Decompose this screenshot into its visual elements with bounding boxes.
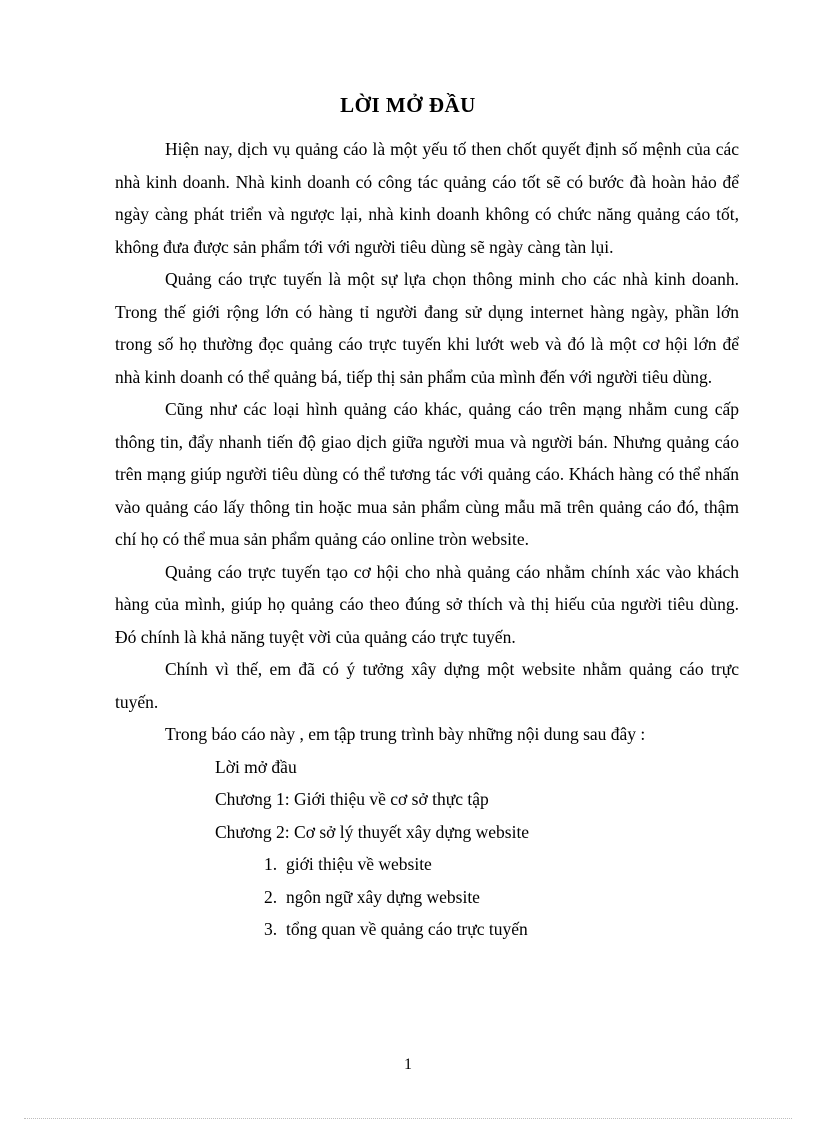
toc-subitem	[115, 848, 739, 881]
toc-subitem	[115, 913, 739, 946]
footer-divider	[24, 1118, 792, 1119]
paragraph-1: Hiện nay, dịch vụ quảng cáo là một yếu tố then chốt quyết định số mệnh của các nhà kinh doanh. Nhà kinh doanh có công tác quảng cáo tốt sẽ có bước đà hoàn hảo để ngày càng phát triển và ngược lại, nhà kinh doanh không có chức năng quảng cáo tốt, không đưa được sản phẩm tới với người tiêu dùng sẽ ngày càng tàn lụi.	[115, 139, 739, 257]
paragraph-5: Chính vì thế, em đã có ý tưởng xây dựng một website nhằm quảng cáo trực tuyến.	[115, 659, 739, 712]
intro-line: Trong báo cáo này , em tập trung trình bày những nội dung sau đây :	[165, 724, 646, 744]
paragraph-2: Quảng cáo trực tuyến là một sự lựa chọn thông minh cho các nhà kinh doanh. Trong thế giới rộng lớn có hàng tỉ người đang sử dụng internet hàng ngày, phần lớn trong số họ thường đọc quảng cáo trực tuyến khi lướt web và đó là một cơ hội lớn để nhà kinh doanh có thể quảng bá, tiếp thị sản phẩm của mình đến với người tiêu dùng.	[115, 269, 739, 387]
page-title: LỜI MỞ ĐẦU	[340, 93, 476, 117]
body-text	[115, 133, 739, 946]
toc-item: Chương 1: Giới thiệu về cơ sở thực tập	[215, 789, 489, 809]
toc-subitem	[115, 881, 739, 914]
toc-subitem-text: tổng quan về quảng cáo trực tuyến	[286, 919, 528, 939]
toc-subitem-text: giới thiệu về website	[286, 854, 432, 874]
toc-subitem-text: ngôn ngữ xây dựng website	[286, 886, 480, 907]
paragraph-4: Quảng cáo trực tuyến tạo cơ hội cho nhà quảng cáo nhằm chính xác vào khách hàng của mình, giúp họ quảng cáo theo đúng sở thích và thị hiếu của người tiêu dùng. Đó chính là khả năng tuyệt vời của quảng cáo trực tuyến.	[115, 561, 739, 647]
toc-subitem-number: 1.	[264, 854, 278, 874]
toc-item: Lời mở đầu	[215, 756, 297, 777]
toc-item: Chương 2: Cơ sở lý thuyết xây dựng website	[215, 821, 530, 842]
toc-subitem-number: 3.	[264, 919, 278, 939]
toc-subitem-number: 2.	[264, 886, 278, 907]
paragraph-3: Cũng như các loại hình quảng cáo khác, quảng cáo trên mạng nhằm cung cấp thông tin, đẩy nhanh tiến độ giao dịch giữa người mua và người bán. Nhưng quảng cáo trên mạng giúp người tiêu dùng có thể tương tác với quảng cáo. Khách hàng có thể nhấn vào quảng cáo lấy thông tin hoặc mua sản phẩm cùng mẫu mã trên quảng cáo đó, thậm chí họ có thể mua sản phẩm quảng cáo online tròn website.	[115, 399, 739, 549]
page-number: 1	[404, 1056, 412, 1073]
